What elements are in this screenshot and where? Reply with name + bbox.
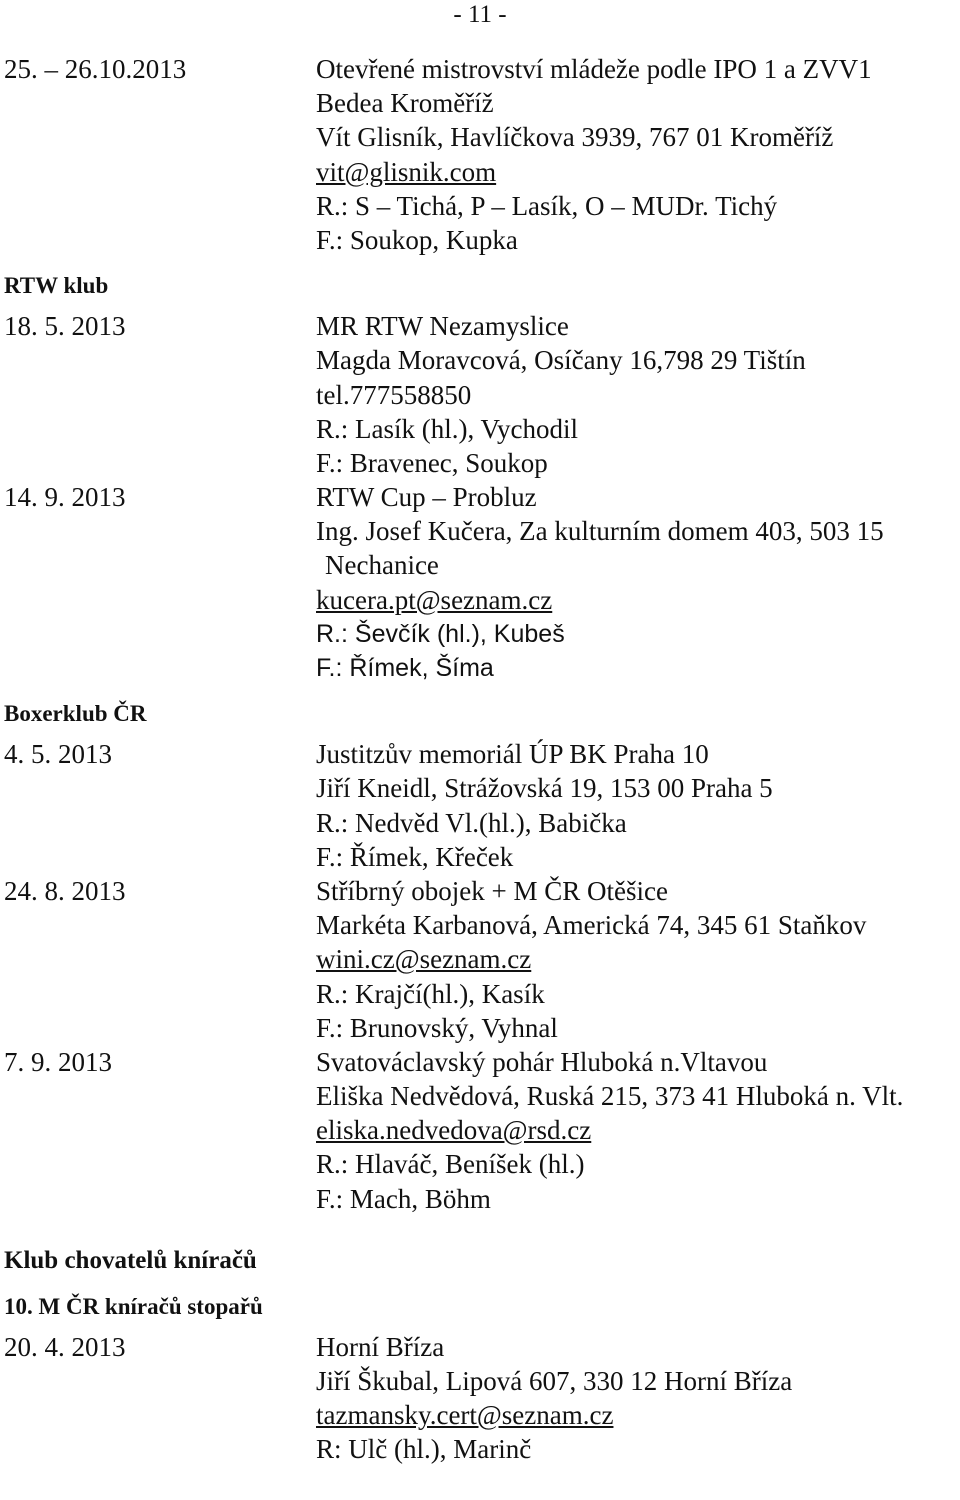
- event-date: 14. 9. 2013: [4, 482, 126, 513]
- event-date: 18. 5. 2013: [4, 311, 126, 342]
- event-judges: R.: S – Tichá, P – Lasík, O – MUDr. Tichý: [316, 190, 778, 221]
- event-entry: [4, 1330, 960, 1467]
- event-title: MR RTW Nezamyslice: [316, 311, 569, 342]
- event-judges: R.: Ševčík (hl.), Kubeš: [316, 619, 565, 648]
- event-details: [316, 309, 960, 480]
- event-date: 24. 8. 2013: [4, 875, 126, 906]
- section-heading: RTW klub: [4, 273, 109, 299]
- event-title: Stříbrný obojek + M ČR Otěšice: [316, 875, 668, 906]
- event-details: [316, 52, 960, 257]
- event-details: [316, 1045, 960, 1216]
- event-organizer: Ing. Josef Kučera, Za kulturním domem 403, 503 15: [316, 516, 884, 547]
- event-title: Otevřené mistrovství mládeže podle IPO 1 a ZVV1: [316, 54, 872, 84]
- event-judges: R.: Hlaváč, Beníšek (hl.): [316, 1149, 585, 1180]
- event-email-link[interactable]: vit@glisnik.com: [316, 156, 497, 187]
- event-entry: [4, 737, 960, 874]
- section-heading: Klub chovatelů kníračů: [4, 1246, 257, 1274]
- event-entry: [4, 480, 960, 685]
- event-details: [316, 737, 960, 874]
- event-date: 20. 4. 2013: [4, 1331, 126, 1362]
- event-date: 25. – 26.10.2013: [4, 54, 187, 84]
- event-title: Justitzův memoriál ÚP BK Praha 10: [316, 739, 709, 770]
- event-judges: R.: Nedvěd Vl.(hl.), Babička: [316, 807, 627, 838]
- event-email-link[interactable]: kucera.pt@seznam.cz: [316, 584, 553, 615]
- event-organizer: Jiří Kneidl, Strážovská 19, 153 00 Praha 5: [316, 773, 773, 804]
- event-date: 7. 9. 2013: [4, 1046, 112, 1077]
- event-judges: R.: Lasík (hl.), Vychodil: [316, 413, 578, 444]
- section-subheading: 10. M ČR kníračů stopařů: [4, 1293, 263, 1319]
- event-judges: R.: Krajčí(hl.), Kasík: [316, 978, 545, 1009]
- event-organizer: Bedea Kroměříž: [316, 88, 494, 119]
- event-address: Vít Glisník, Havlíčkova 3939, 767 01 Kroměříž: [316, 122, 834, 153]
- event-email-link[interactable]: wini.cz@seznam.cz: [316, 944, 532, 975]
- event-email-link[interactable]: tazmansky.cert@seznam.cz: [316, 1400, 614, 1431]
- event-figurants: F.: Brunovský, Vyhnal: [316, 1012, 558, 1043]
- event-entry: [4, 874, 960, 1045]
- event-title: Horní Bříza: [316, 1331, 445, 1362]
- event-details: [316, 480, 960, 685]
- event-entry: [4, 1045, 960, 1216]
- document-body: [4, 52, 960, 1467]
- page-number: - 11 -: [453, 1, 507, 28]
- event-figurants: F.: Římek, Šíma: [316, 654, 494, 682]
- event-details: [316, 1330, 960, 1467]
- event-details: [316, 874, 960, 1045]
- section-heading: Boxerklub ČR: [4, 701, 147, 727]
- event-email-link[interactable]: eliska.nedvedova@rsd.cz: [316, 1115, 592, 1146]
- event-address: Nechanice: [325, 550, 439, 581]
- event-figurants: F.: Soukop, Kupka: [316, 224, 518, 255]
- event-organizer: Jiří Škubal, Lipová 607, 330 12 Horní Bříza: [316, 1366, 793, 1396]
- event-entry: [4, 52, 960, 257]
- event-organizer: Eliška Nedvědová, Ruská 215, 373 41 Hluboká n. Vlt.: [316, 1081, 904, 1112]
- event-entry: [4, 309, 960, 480]
- event-organizer: Magda Moravcová, Osíčany 16,798 29 Tištín: [316, 345, 806, 376]
- event-figurants: F.: Římek, Křeček: [316, 841, 514, 872]
- event-figurants: F.: Bravenec, Soukop: [316, 447, 548, 478]
- event-organizer: Markéta Karbanová, Americká 74, 345 61 Staňkov: [316, 910, 867, 941]
- event-title: Svatováclavský pohár Hluboká n.Vltavou: [316, 1046, 768, 1077]
- event-title: RTW Cup – Probluz: [316, 482, 537, 513]
- event-figurants: F.: Mach, Böhm: [316, 1183, 491, 1214]
- event-phone: tel.777558850: [316, 379, 472, 410]
- event-judges: R: Ulč (hl.), Marinč: [316, 1434, 532, 1465]
- event-date: 4. 5. 2013: [4, 739, 112, 770]
